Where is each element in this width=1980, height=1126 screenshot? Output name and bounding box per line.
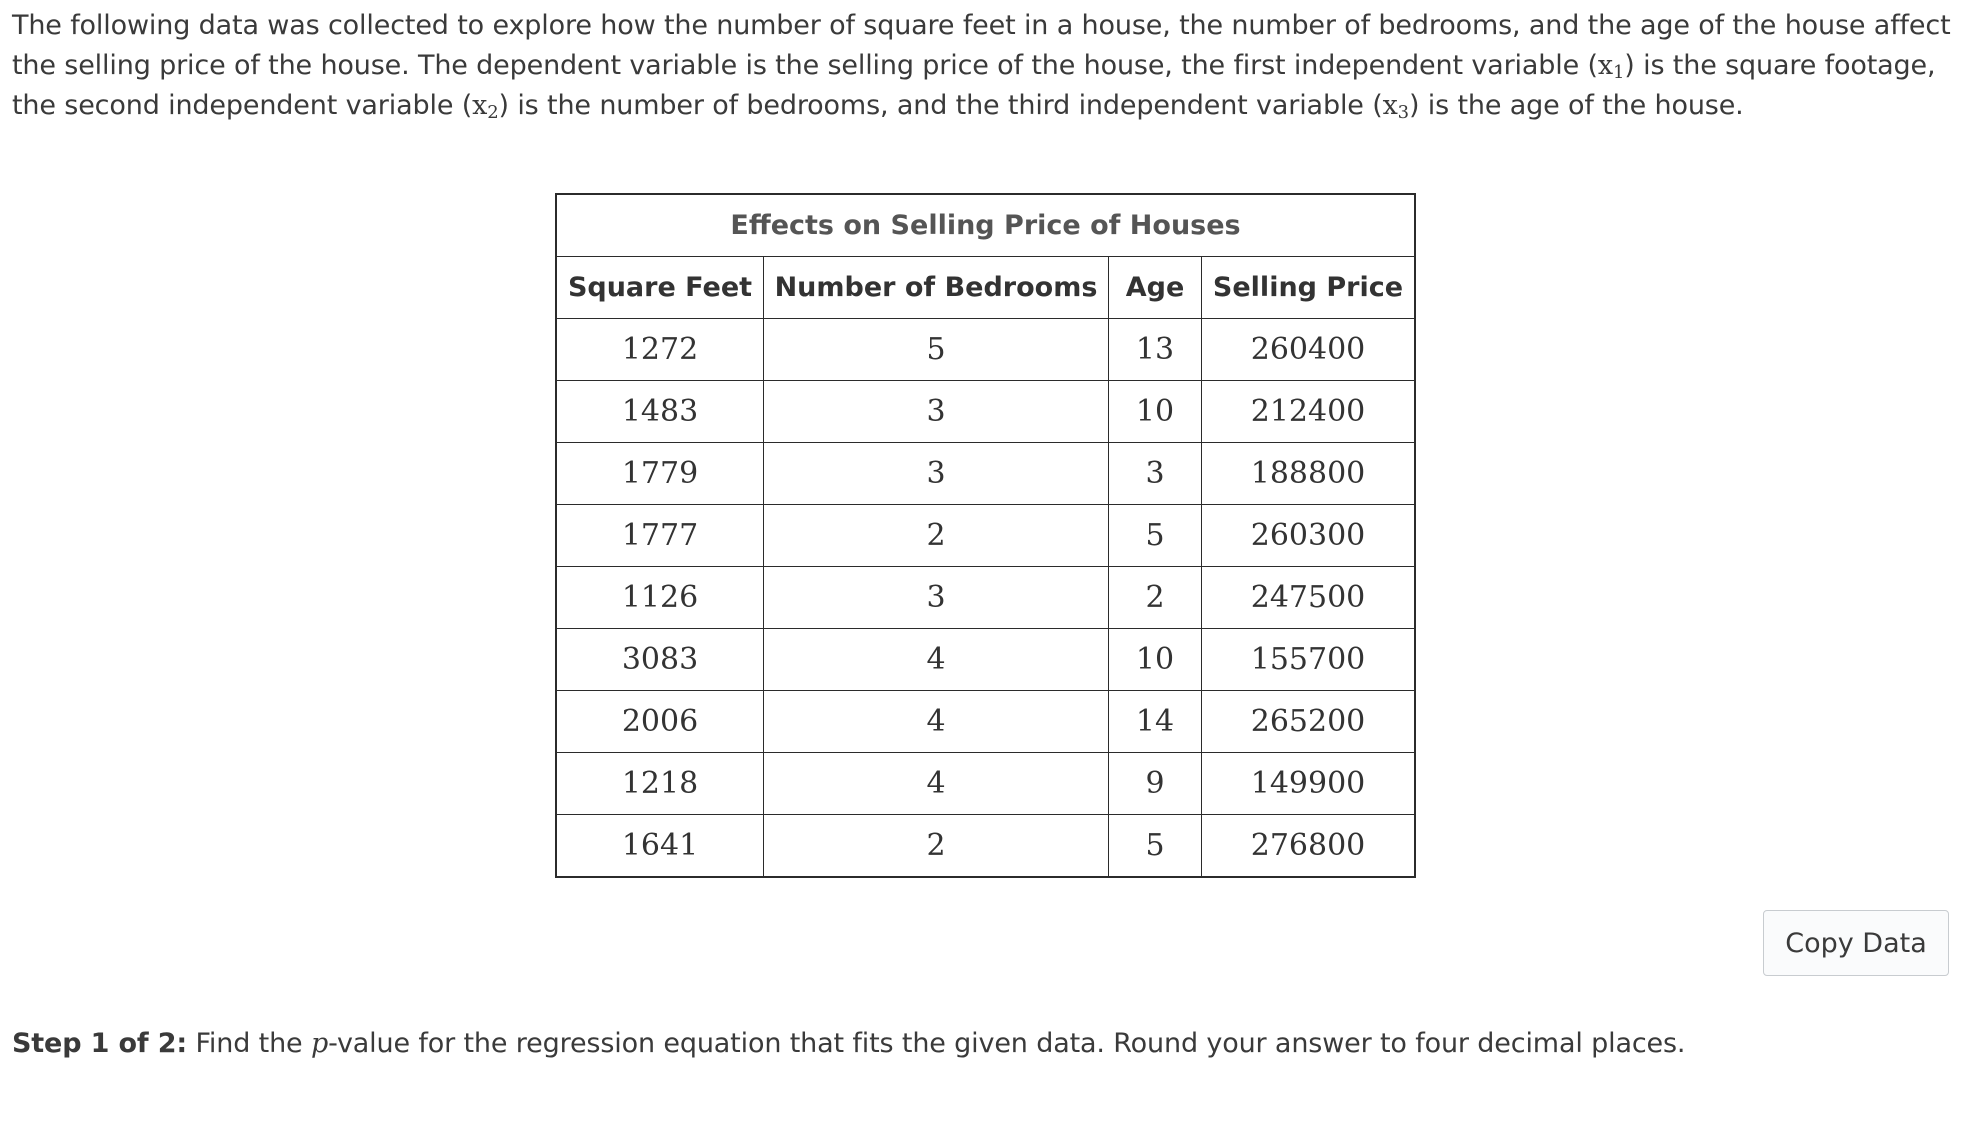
cell-selling-price: 260400 <box>1202 319 1416 381</box>
p-variable: p <box>310 1028 329 1059</box>
table-row <box>556 443 1415 505</box>
header-number-of-bedrooms: Number of Bedrooms <box>764 257 1109 319</box>
cell-age: 5 <box>1109 815 1202 878</box>
cell-age: 3 <box>1109 443 1202 505</box>
variable-x2-subscript: 2 <box>487 102 499 123</box>
cell-age: 13 <box>1109 319 1202 381</box>
cell-square-feet: 2006 <box>556 691 764 753</box>
table-row <box>556 753 1415 815</box>
table-row <box>556 319 1415 381</box>
table-row <box>556 505 1415 567</box>
house-data-table <box>555 193 1416 878</box>
table-row <box>556 815 1415 878</box>
cell-square-feet: 1126 <box>556 567 764 629</box>
variable-x1-base: x <box>1597 50 1613 81</box>
cell-selling-price: 260300 <box>1202 505 1416 567</box>
variable-x3-base: x <box>1382 90 1398 121</box>
variable-x1-subscript: 1 <box>1612 62 1625 83</box>
cell-square-feet: 1779 <box>556 443 764 505</box>
cell-selling-price: 212400 <box>1202 381 1416 443</box>
intro-text-2: ) is the square footage, the second independent variable ( <box>12 50 1936 121</box>
cell-bedrooms: 3 <box>764 381 1109 443</box>
variable-x2-base: x <box>472 90 488 121</box>
variable-x2 <box>472 90 498 121</box>
variable-x3-subscript: 3 <box>1397 102 1409 123</box>
cell-square-feet: 1483 <box>556 381 764 443</box>
intro-text-3: ) is the number of bedrooms, and the third independent variable ( <box>498 90 1383 121</box>
table-title: Effects on Selling Price of Houses <box>556 194 1415 257</box>
cell-selling-price: 188800 <box>1202 443 1416 505</box>
cell-age: 9 <box>1109 753 1202 815</box>
variable-x3 <box>1383 90 1409 121</box>
table-title-row <box>556 194 1415 257</box>
cell-age: 2 <box>1109 567 1202 629</box>
problem-description <box>12 6 1972 126</box>
step-label: Step 1 of 2: <box>12 1028 188 1059</box>
cell-bedrooms: 2 <box>764 815 1109 878</box>
step-text-2: -value for the regression equation that fits the given data. Round your answer to four decimal places. <box>328 1028 1686 1059</box>
cell-bedrooms: 4 <box>764 629 1109 691</box>
cell-bedrooms: 4 <box>764 753 1109 815</box>
table-header-row <box>556 257 1415 319</box>
step-text-1: Find the <box>187 1028 311 1059</box>
table-row <box>556 381 1415 443</box>
cell-square-feet: 1272 <box>556 319 764 381</box>
header-square-feet: Square Feet <box>556 257 764 319</box>
cell-age: 10 <box>1109 381 1202 443</box>
intro-text-4: ) is the age of the house. <box>1408 90 1744 121</box>
cell-age: 14 <box>1109 691 1202 753</box>
header-age: Age <box>1109 257 1202 319</box>
cell-bedrooms: 4 <box>764 691 1109 753</box>
cell-selling-price: 276800 <box>1202 815 1416 878</box>
cell-square-feet: 1641 <box>556 815 764 878</box>
cell-square-feet: 1218 <box>556 753 764 815</box>
header-selling-price: Selling Price <box>1202 257 1416 319</box>
cell-bedrooms: 3 <box>764 443 1109 505</box>
cell-selling-price: 155700 <box>1202 629 1416 691</box>
cell-square-feet: 3083 <box>556 629 764 691</box>
table-row <box>556 567 1415 629</box>
copy-data-button[interactable]: Copy Data <box>1763 910 1949 976</box>
table-row <box>556 691 1415 753</box>
cell-selling-price: 265200 <box>1202 691 1416 753</box>
table-row <box>556 629 1415 691</box>
cell-age: 5 <box>1109 505 1202 567</box>
cell-selling-price: 247500 <box>1202 567 1416 629</box>
variable-x1 <box>1598 50 1624 81</box>
cell-square-feet: 1777 <box>556 505 764 567</box>
cell-bedrooms: 2 <box>764 505 1109 567</box>
cell-bedrooms: 3 <box>764 567 1109 629</box>
cell-age: 10 <box>1109 629 1202 691</box>
step-instruction <box>12 1024 1685 1064</box>
intro-text-1: The following data was collected to explore how the number of square feet in a house, the number of bedrooms, and the age of the house affect the selling price of the house. The dependent variable is the selling price of the house, the first independent variable ( <box>12 10 1951 81</box>
cell-selling-price: 149900 <box>1202 753 1416 815</box>
cell-bedrooms: 5 <box>764 319 1109 381</box>
